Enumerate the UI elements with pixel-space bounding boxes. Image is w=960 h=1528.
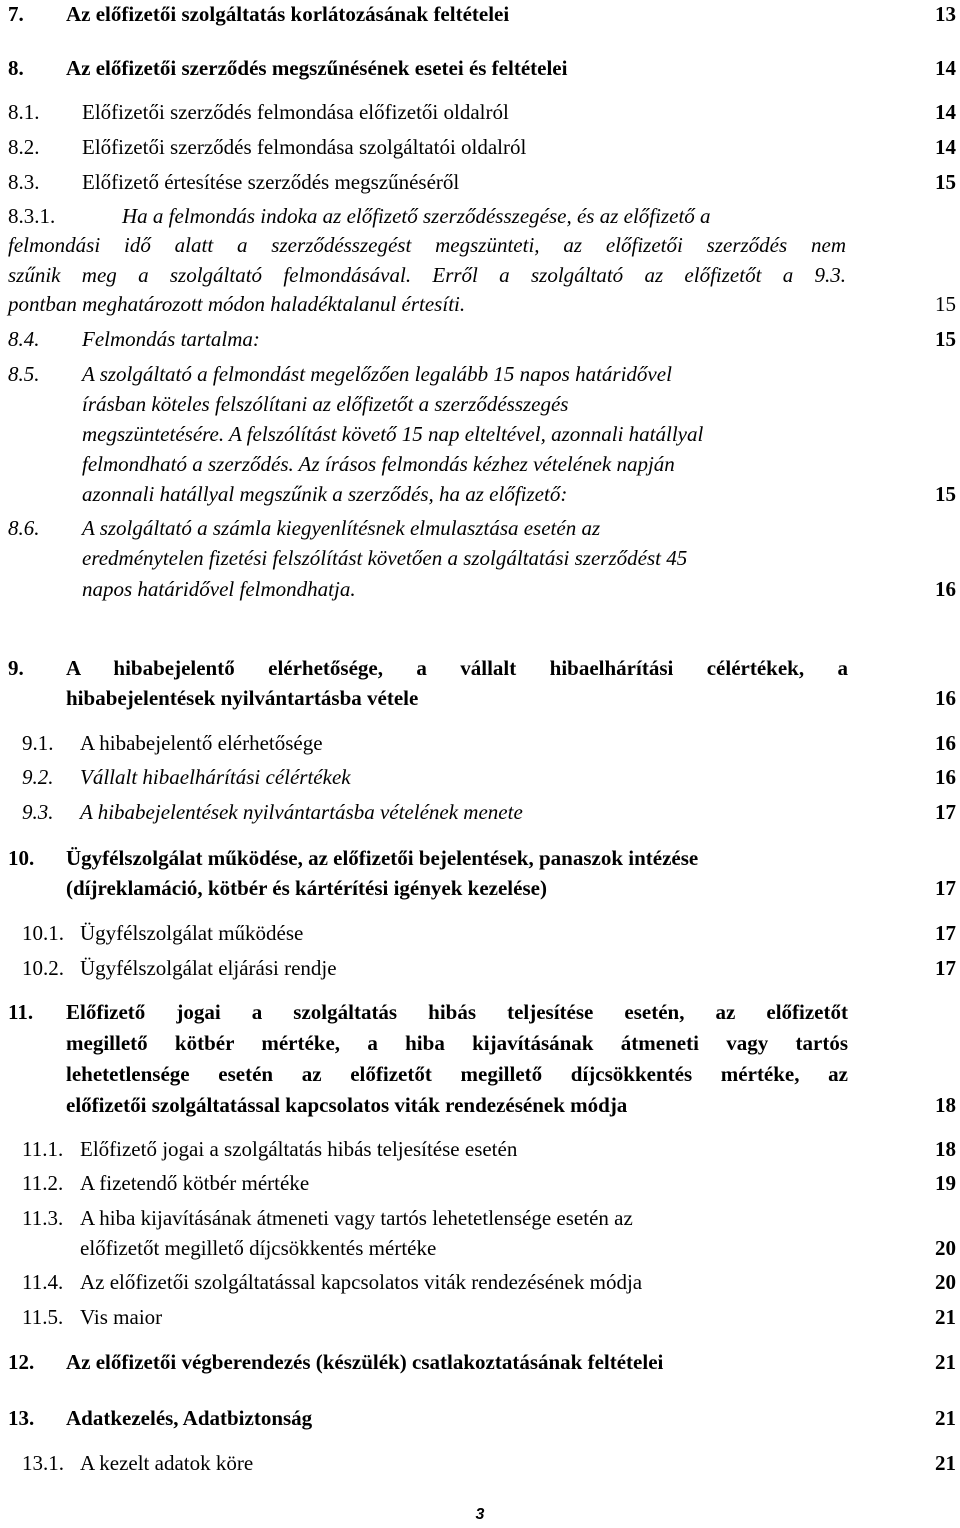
page-number: 3 — [475, 1506, 485, 1523]
entry-number: 12. — [8, 1350, 35, 1374]
entry-title-line: A szolgáltató a felmondást megelőzően legalább 15 napos határidővel — [82, 362, 672, 386]
entry-title-line: szűnik meg a szolgáltató felmondásával. Erről a szolgáltató az előfizetőt a 9.3. — [8, 263, 846, 287]
entry-title-line: megszüntetésére. A felszólítást követő 15 nap elteltével, azonnali hatállyal — [82, 422, 704, 446]
entry-title-line: A szolgáltató a számla kiegyenlítésnek elmulasztása esetén az — [82, 516, 601, 540]
entry-page: 21 — [935, 1406, 956, 1430]
entry-title: Ügyfélszolgálat működése — [80, 921, 304, 945]
entry-number: 13. — [8, 1406, 35, 1430]
entry-page: 15 — [935, 170, 956, 194]
entry-page: 14 — [935, 135, 956, 159]
entry-title: Az előfizetői szolgáltatás korlátozásának feltételei — [66, 2, 510, 26]
entry-title-line: írásban köteles felszólítani az előfizetőt a szerződésszegés — [82, 392, 569, 416]
entry-number: 11.2. — [22, 1171, 64, 1195]
entry-title-line: előfizetőt megillető díjcsökkentés mértéke — [80, 1236, 437, 1260]
entry-page: 17 — [935, 876, 956, 900]
entry-page: 17 — [935, 800, 956, 824]
entry-title: Adatkezelés, Adatbiztonság — [66, 1406, 313, 1430]
entry-number: 11.5. — [22, 1305, 64, 1329]
entry-number: 8.3. — [8, 170, 40, 194]
entry-number: 10.2. — [22, 956, 64, 980]
entry-page: 21 — [935, 1451, 956, 1475]
entry-number: 9.1. — [22, 731, 54, 755]
entry-title: A fizetendő kötbér mértéke — [80, 1171, 310, 1195]
entry-page: 18 — [935, 1137, 956, 1161]
entry-title-line: Előfizető jogai a szolgáltatás hibás teljesítése esetén, az előfizetőt — [66, 1000, 848, 1024]
entry-number: 11. — [8, 1000, 34, 1024]
entry-title-line: hibabejelentések nyilvántartásba vétele — [66, 686, 419, 710]
entry-page: 14 — [935, 56, 956, 80]
entry-page: 15 — [935, 327, 956, 351]
entry-number: 11.1. — [22, 1137, 64, 1161]
entry-page: 16 — [935, 686, 956, 710]
entry-title-line: lehetetlensége esetén az előfizetőt megillető díjcsökkentés mértéke, az — [66, 1062, 848, 1086]
entry-title-line: megillető kötbér mértéke, a hiba kijavításának átmeneti vagy tartós — [66, 1031, 848, 1055]
entry-number: 8.5. — [8, 362, 40, 386]
entry-title: Előfizetői szerződés felmondása szolgáltatói oldalról — [82, 135, 527, 159]
entry-title: Az előfizetői szolgáltatással kapcsolatos viták rendezésének módja — [80, 1270, 643, 1294]
entry-title: Az előfizetői szerződés megszűnésének esetei és feltételei — [66, 56, 568, 80]
entry-number: 11.3. — [22, 1206, 64, 1230]
entry-page: 14 — [935, 100, 956, 124]
entry-number: 8.1. — [8, 100, 40, 124]
entry-page: 21 — [935, 1305, 956, 1329]
entry-title: Előfizetői szerződés felmondása előfizetői oldalról — [82, 100, 509, 124]
entry-title-line: felmondható a szerződés. Az írásos felmondás kézhez vételének napján — [82, 452, 675, 476]
entry-page: 17 — [935, 921, 956, 945]
entry-page: 17 — [935, 956, 956, 980]
entry-title-line: napos határidővel felmondhatja. — [82, 577, 356, 601]
entry-number: 9. — [8, 656, 24, 680]
entry-number: 8.2. — [8, 135, 40, 159]
entry-number: 8.4. — [8, 327, 40, 351]
entry-title-line: eredménytelen fizetési felszólítást követően a szolgáltatási szerződést 45 — [82, 546, 688, 570]
entry-number: 8.3.1. — [8, 204, 56, 228]
entry-number: 9.2. — [22, 765, 54, 789]
entry-number: 10.1. — [22, 921, 64, 945]
entry-page: 18 — [935, 1093, 956, 1117]
entry-number: 13.1. — [22, 1451, 64, 1475]
entry-title-line: A hibabejelentő elérhetősége, a vállalt hibaelhárítási célértékek, a — [66, 656, 848, 680]
entry-title-line: Ha a felmondás indoka az előfizető szerződésszegése, és az előfizető a — [122, 204, 711, 228]
entry-title: Vállalt hibaelhárítási célértékek — [80, 765, 351, 789]
entry-title: Ügyfélszolgálat eljárási rendje — [80, 956, 337, 980]
entry-title-line: felmondási idő alatt a szerződésszegést megszünteti, az előfizetői szerződés nem — [8, 233, 846, 257]
entry-title: Az előfizetői végberendezés (készülék) csatlakoztatásának feltételei — [66, 1350, 664, 1374]
entry-title: A hibabejelentések nyilvántartásba vételének menete — [80, 800, 523, 824]
entry-page: 16 — [935, 731, 956, 755]
entry-title: Előfizető értesítése szerződés megszűnéséről — [82, 170, 460, 194]
entry-number: 9.3. — [22, 800, 54, 824]
entry-page: 19 — [935, 1171, 956, 1195]
entry-title: A kezelt adatok köre — [80, 1451, 254, 1475]
entry-number: 8.6. — [8, 516, 40, 540]
entry-page: 13 — [935, 2, 956, 26]
entry-page: 20 — [935, 1236, 956, 1260]
entry-page: 15 — [935, 292, 956, 316]
entry-title-line: Ügyfélszolgálat működése, az előfizetői bejelentések, panaszok intézése — [66, 846, 699, 870]
entry-title-line: előfizetői szolgáltatással kapcsolatos viták rendezésének módja — [66, 1093, 628, 1117]
entry-title-line: azonnali hatállyal megszűnik a szerződés, ha az előfizető: — [82, 482, 568, 506]
entry-number: 8. — [8, 56, 24, 80]
entry-title: Felmondás tartalma: — [82, 327, 260, 351]
entry-title: Vis maior — [80, 1305, 163, 1329]
entry-title-line: pontban meghatározott módon haladéktalanul értesíti. — [8, 292, 466, 316]
entry-title-line: A hiba kijavításának átmeneti vagy tartós lehetetlensége esetén az — [80, 1206, 633, 1230]
entry-page: 16 — [935, 765, 956, 789]
entry-number: 10. — [8, 846, 35, 870]
entry-number: 11.4. — [22, 1270, 64, 1294]
entry-title-line: (díjreklamáció, kötbér és kártérítési igények kezelése) — [66, 876, 547, 900]
entry-page: 15 — [935, 482, 956, 506]
entry-title: Előfizető jogai a szolgáltatás hibás teljesítése esetén — [80, 1137, 518, 1161]
entry-page: 16 — [935, 577, 956, 601]
entry-page: 21 — [935, 1350, 956, 1374]
entry-title: A hibabejelentő elérhetősége — [80, 731, 323, 755]
entry-number: 7. — [8, 2, 24, 26]
entry-page: 20 — [935, 1270, 956, 1294]
